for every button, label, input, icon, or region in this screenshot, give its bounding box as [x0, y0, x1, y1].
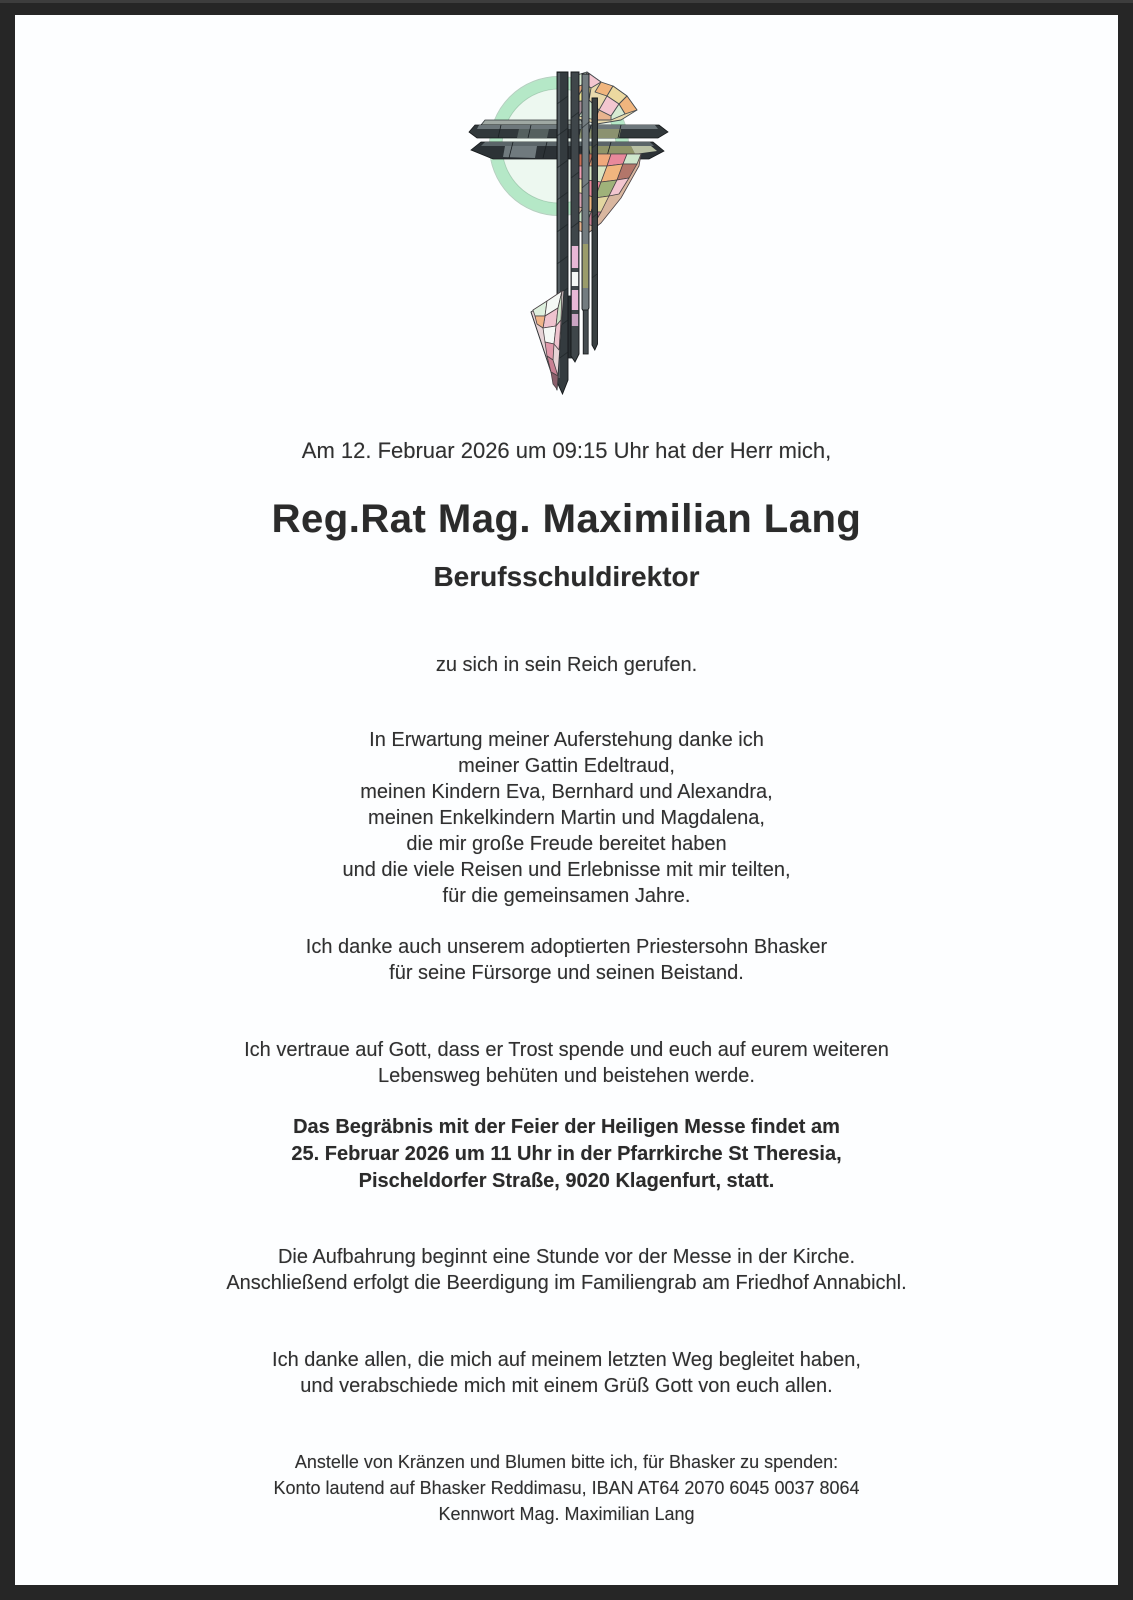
trust-in-god-paragraph: Ich vertraue auf Gott, dass er Trost spende und euch auf eurem weiteren Lebensweg behüten und beistehen werde.: [244, 1039, 889, 1087]
intro-line: Am 12. Februar 2026 um 09:15 Uhr hat der Herr mich,: [301, 438, 832, 463]
cross-illustration: [461, 58, 671, 403]
laying-out-paragraph: Die Aufbahrung beginnt eine Stunde vor der Messe in der Kirche. Anschließend erfolgt die Beerdigung im Familiengrab am Friedhof Annabichl.: [226, 1246, 907, 1294]
called-line: zu sich in sein Reich gerufen.: [435, 654, 698, 676]
deceased-name: Reg.Rat Mag. Maximilian Lang: [271, 497, 862, 541]
family-thanks-paragraph: In Erwartung meiner Auferstehung danke ich meiner Gattin Edeltraud, meinen Kindern Eva, Bernhard und Alexandra, meinen Enkelkindern Martin und Magdalena, die mir große Freude bereitet haben und die viele Reisen und Erlebnisse mit mir teilten, für die gemeinsamen Jahre.: [342, 729, 791, 907]
obituary-sheet: [15, 15, 1118, 1585]
stained-glass-cross-icon: [461, 58, 671, 403]
funeral-announcement-paragraph: Das Begräbnis mit der Feier der Heiligen Messe findet am 25. Februar 2026 um 11 Uhr in der Pfarrkirche St Theresia, Pischeldorfer Straße, 9020 Klagenfurt, statt.: [291, 1116, 842, 1192]
donation-paragraph: Anstelle von Kränzen und Blumen bitte ich, für Bhasker zu spenden: Konto lautend auf Bhasker Reddimasu, IBAN AT64 2070 6045 0037 8064 Kennwort Mag. Maximilian Lang: [273, 1452, 860, 1524]
bhasker-thanks-paragraph: Ich danke auch unserem adoptierten Priestersohn Bhasker für seine Fürsorge und seinen Beistand.: [305, 936, 828, 984]
farewell-paragraph: Ich danke allen, die mich auf meinem letzten Weg begleitet haben, und verabschiede mich mit einem Grüß Gott von euch allen.: [272, 1349, 861, 1397]
deceased-title: Berufsschuldirektor: [433, 561, 700, 592]
